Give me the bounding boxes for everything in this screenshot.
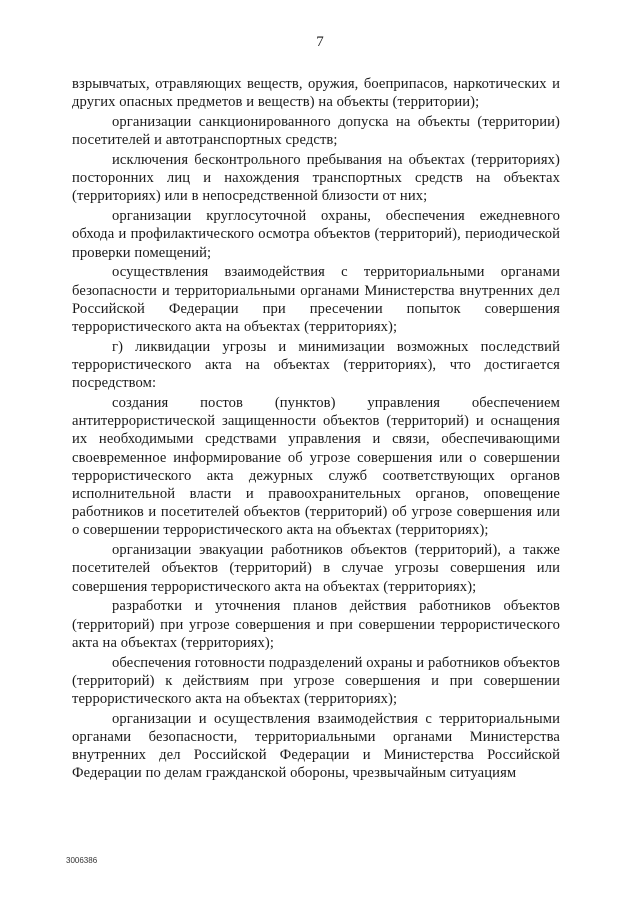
- paragraph: обеспечения готовности подразделений охраны и работников объектов (территорий) к действиям при угрозе совершения и при совершении террористического акта на объектах (территориях);: [72, 654, 560, 708]
- paragraph: организации санкционированного допуска на объекты (территории) посетителей и автотранспортных средств;: [72, 114, 560, 149]
- paragraph: организации круглосуточной охраны, обеспечения ежедневного обхода и профилактического осмотра объектов (территорий), периодической проверки помещений;: [72, 208, 560, 261]
- paragraph: разработки и уточнения планов действия работников объектов (территорий) при угрозе совершения и при совершении террористического акта на объектах (территориях);: [72, 598, 560, 651]
- paragraph: исключения бесконтрольного пребывания на объектах (территориях) посторонних лиц и нахождения транспортных средств на объектах (территориях) или в непосредственной близости от них;: [72, 152, 560, 205]
- paragraph: организации эвакуации работников объектов (территорий), а также посетителей объектов (территорий) в случае угрозы совершения или совершения террористического акта на объектах (территориях);: [72, 542, 560, 595]
- page-number: 7: [316, 34, 324, 50]
- paragraph: создания постов (пунктов) управления обеспечением антитеррористической защищенности объектов (территорий) и оснащения их необходимыми средствами управления и связи, обеспечивающими своевременное информирование об угрозе совершения или о совершении террористического акта дежурных служб соответствующих органов исполнительной власти и правоохранительных органов, оповещение работников и посетителей объектов (территорий) об угрозе совершения или о совершении террористического акта на объектах (территориях);: [72, 395, 560, 539]
- document-body: [72, 75, 560, 784]
- paragraph: взрывчатых, отравляющих веществ, оружия, боеприпасов, наркотических и других опасных предметов и веществ) на объекты (территории);: [72, 76, 560, 111]
- document-code: 3006386: [66, 856, 98, 865]
- paragraph: г) ликвидации угрозы и минимизации возможных последствий террористического акта на объектах (территориях), что достигается посредством:: [72, 338, 560, 392]
- paragraph: осуществления взаимодействия с территориальными органами безопасности и территориальными органами Министерства внутренних дел Российской Федерации при пресечении попыток совершения террористического акта на объектах (территориях);: [72, 264, 560, 336]
- paragraph: организации и осуществления взаимодействия с территориальными органами безопасности, территориальными органами Министерства внутренних дел Российской Федерации и Министерства Российской Федерации по делам гражданской обороны, чрезвычайным ситуациям: [72, 710, 560, 782]
